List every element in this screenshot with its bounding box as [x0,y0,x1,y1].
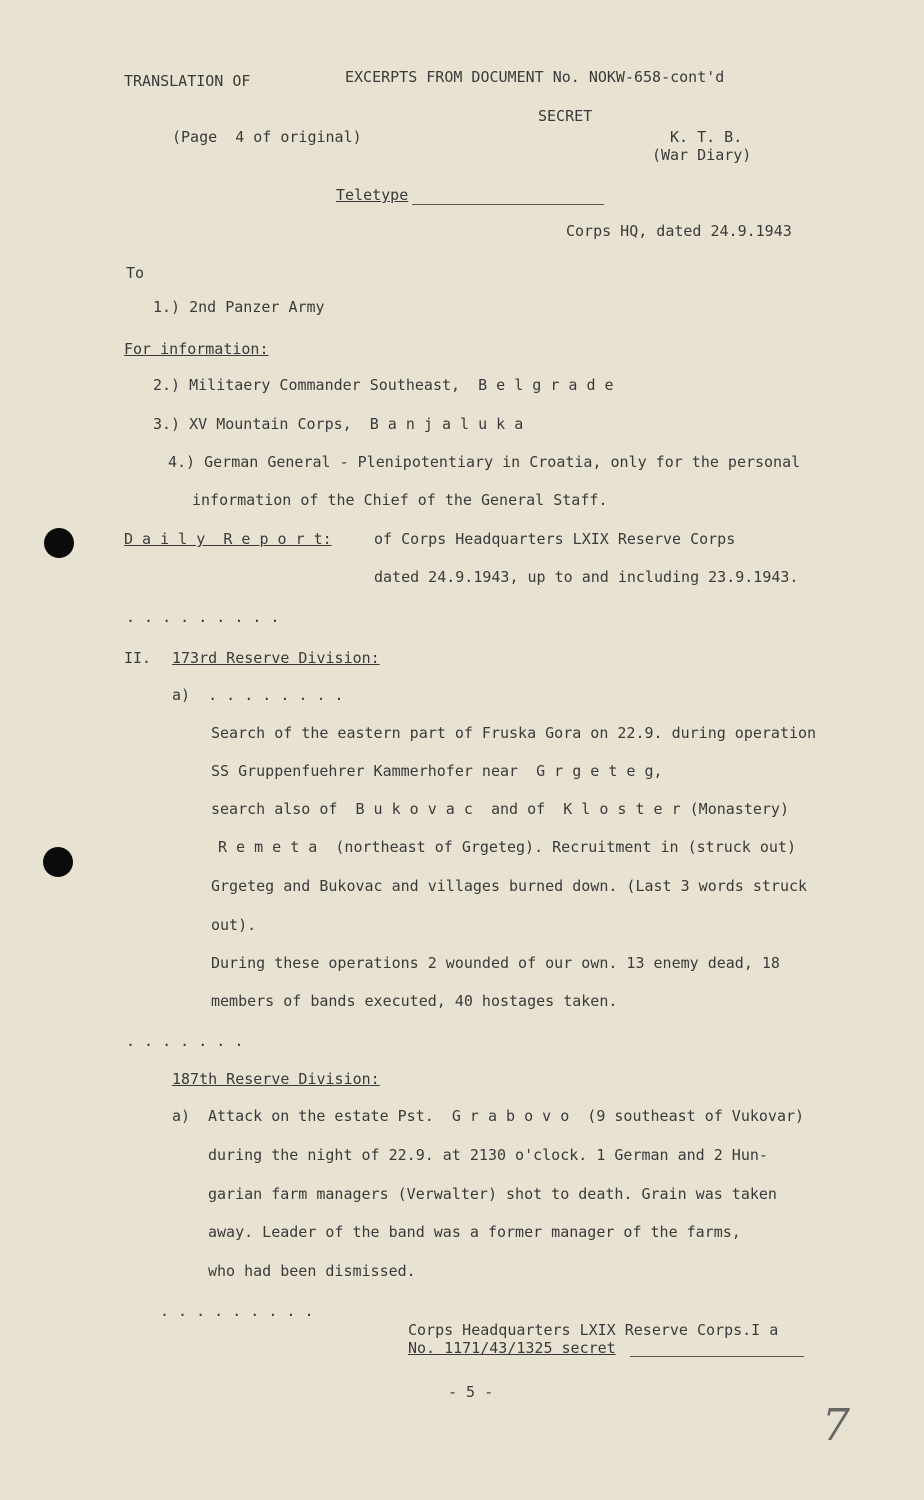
addressee-3: 3.) XV Mountain Corps, B a n j a l u k a [153,415,524,433]
teletype-underline-rule [412,204,604,205]
for-information-label: For information: [124,340,269,358]
section-187-title: 187th Reserve Division: [172,1070,380,1088]
section-ii-title: 173rd Reserve Division: [172,649,380,667]
section-ii-line: members of bands executed, 40 hostages taken. [211,992,618,1010]
ktb-label: K. T. B. [670,128,743,146]
section-187-sub-a: a) [172,1107,191,1125]
section-ii-line: Grgeteg and Bukovac and villages burned down. (Last 3 words struck [211,877,808,895]
daily-report-line2: dated 24.9.1943, up to and including 23.9.1943. [374,568,799,586]
to-label: To [126,264,145,282]
daily-report-line1: of Corps Headquarters LXIX Reserve Corps [374,530,736,548]
section-ii-line: During these operations 2 wounded of our own. 13 enemy dead, 18 [211,954,780,972]
ellipsis-omission-1: . . . . . . . . . [126,608,280,626]
section-ii-line: Search of the eastern part of Fruska Gora on 22.9. during operation [211,724,817,742]
section-ii-line: out). [211,916,257,934]
signature-underline-rule [630,1356,804,1357]
section-ii-line: SS Gruppenfuehrer Kammerhofer near G r g e t e g, [211,762,663,780]
section-ii-sub-a: a) . . . . . . . . [172,686,344,704]
page-of-original: (Page 4 of original) [172,128,362,146]
section-ii-line: search also of B u k o v a c and of K l o s t e r (Monastery) [211,800,789,818]
signature-reference-number: No. 1171/43/1325 secret [408,1339,616,1357]
addressee-4-line2: information of the Chief of the General Staff. [192,491,608,509]
punch-hole-top [44,528,74,558]
section-187-line: Attack on the estate Pst. G r a b o v o (9 southeast of Vukovar) [208,1107,805,1125]
header-translation-of: TRANSLATION OF [124,72,251,90]
daily-report-label: D a i l y R e p o r t: [124,530,332,548]
ellipsis-omission-2: . . . . . . . [126,1032,244,1050]
classification-secret: SECRET [538,107,593,125]
section-187-line: who had been dismissed. [208,1262,416,1280]
handwritten-page-mark: 7 [822,1400,850,1451]
section-ii-line: R e m e t a (northeast of Grgeteg). Recruitment in (struck out) [218,838,796,856]
signature-corps-hq: Corps Headquarters LXIX Reserve Corps.I a [408,1321,779,1339]
addressee-4-line1: 4.) German General - Plenipotentiary in Croatia, only for the personal [168,453,801,471]
page-number: - 5 - [448,1383,494,1401]
section-187-line: away. Leader of the band was a former manager of the farms, [208,1223,741,1241]
header-document-ref: EXCERPTS FROM DOCUMENT No. NOKW-658-cont'd [345,68,725,86]
section-187-line: during the night of 22.9. at 2130 o'clock. 1 German and 2 Hun- [208,1146,768,1164]
war-diary-label: (War Diary) [652,146,752,164]
ellipsis-omission-3: . . . . . . . . . [160,1302,314,1320]
teletype-heading: Teletype [336,186,409,204]
punch-hole-bottom [43,847,73,877]
section-187-line: garian farm managers (Verwalter) shot to death. Grain was taken [208,1185,777,1203]
teletype-origin: Corps HQ, dated 24.9.1943 [566,222,792,240]
section-ii-numeral: II. [124,649,152,667]
addressee-1: 1.) 2nd Panzer Army [153,298,325,316]
addressee-2: 2.) Militaery Commander Southeast, B e l g r a d e [153,376,614,394]
